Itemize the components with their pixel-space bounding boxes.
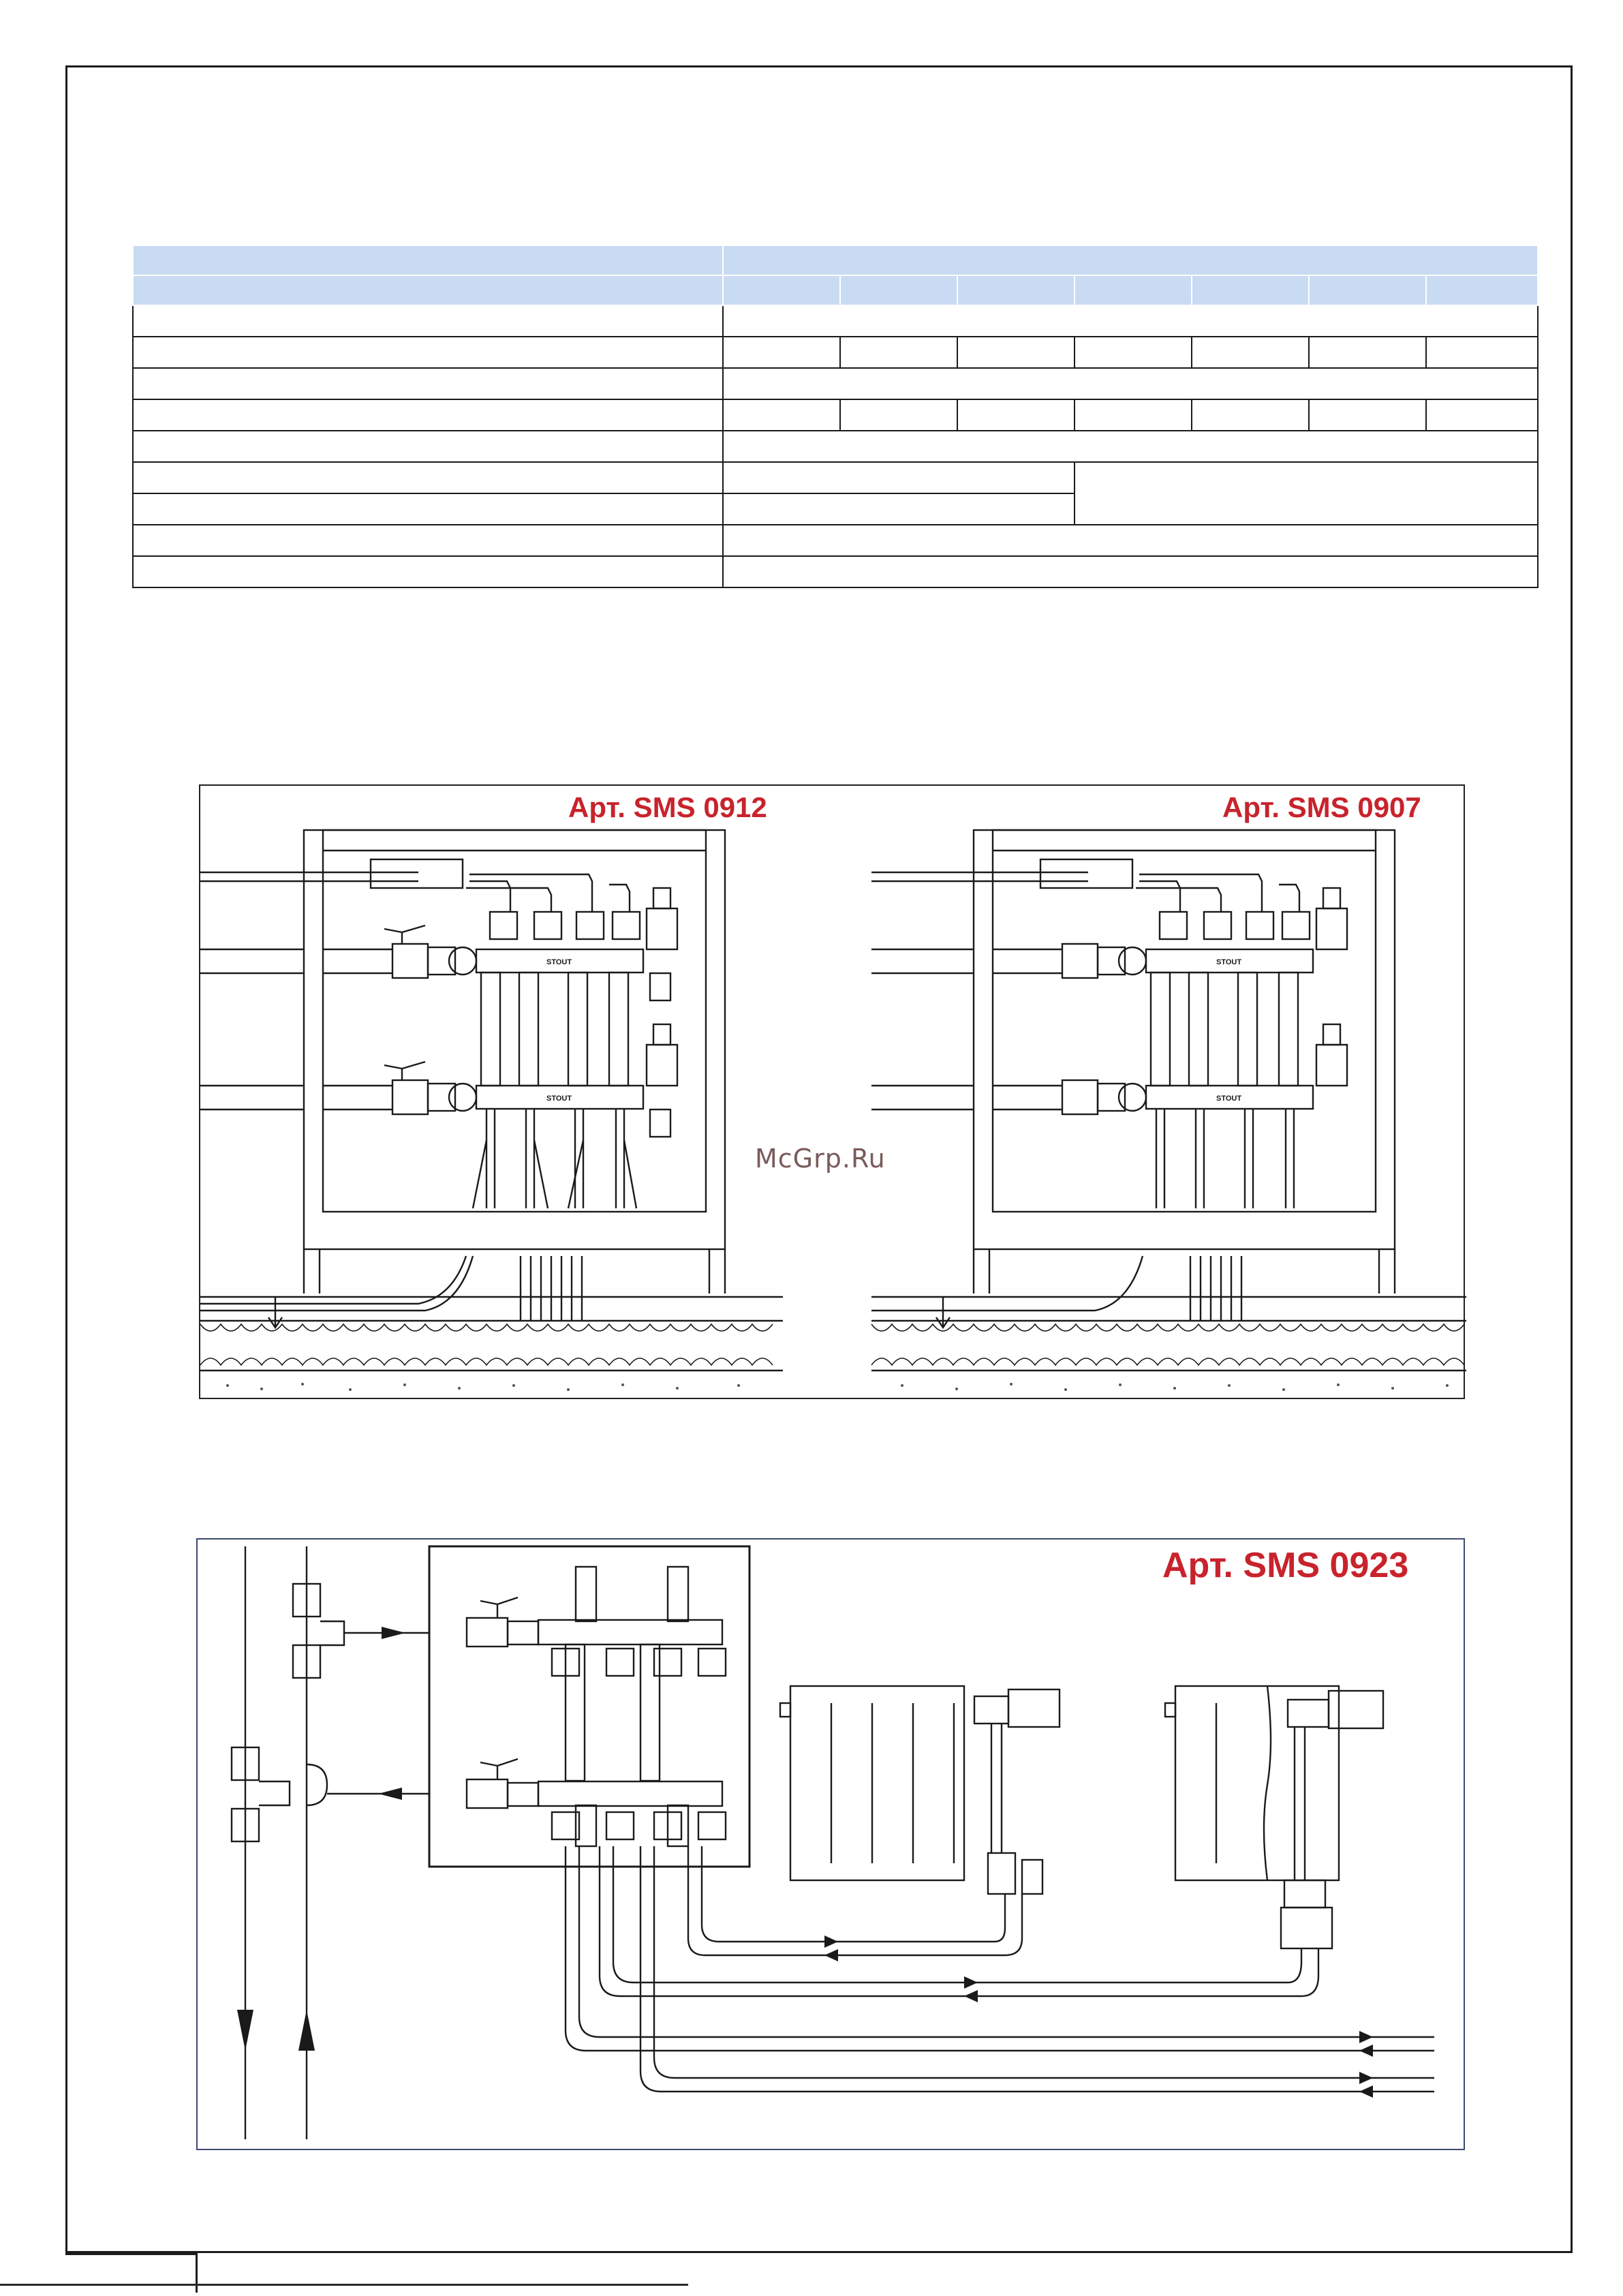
header-cell	[133, 245, 723, 275]
table-row	[133, 305, 1538, 337]
page-corner-tab	[65, 2253, 198, 2293]
header-cell	[1075, 275, 1192, 305]
header-cell	[1192, 275, 1309, 305]
header-cell	[133, 275, 723, 305]
manifold-brand-text: STOUT	[1216, 1095, 1242, 1103]
table-row	[133, 556, 1538, 587]
figure-label-sms-0912: Арт. SMS 0912	[568, 791, 767, 823]
manifold-brand-text: STOUT	[546, 1095, 572, 1103]
figure-cabinet-installation	[199, 784, 1465, 1399]
figure-label-sms-0923: Арт. SMS 0923	[1162, 1546, 1409, 1585]
header-cell	[840, 275, 957, 305]
header-cell	[1426, 275, 1538, 305]
table-row	[133, 337, 1538, 368]
table-header-row-2	[133, 275, 1538, 305]
manifold-brand-text: STOUT	[546, 958, 572, 966]
table-row	[133, 462, 1538, 493]
radiator-icon	[198, 1540, 1466, 2152]
table-row	[133, 368, 1538, 399]
manifold-brand-text: STOUT	[1216, 958, 1242, 966]
header-cell	[723, 275, 840, 305]
header-cell	[1309, 275, 1426, 305]
footer-rule	[0, 2284, 688, 2286]
header-cell	[957, 275, 1075, 305]
manifold-drawing-icon	[200, 786, 1466, 1400]
table-row	[133, 431, 1538, 462]
watermark: McGrp.Ru	[755, 1144, 886, 1174]
figure-label-sms-0907: Арт. SMS 0907	[1222, 791, 1421, 823]
header-cell	[723, 245, 1538, 275]
table-row	[133, 525, 1538, 556]
figure-radiator-scheme	[196, 1538, 1465, 2150]
spec-table	[132, 245, 1539, 588]
table-row	[133, 399, 1538, 431]
table-header-row-1	[133, 245, 1538, 275]
